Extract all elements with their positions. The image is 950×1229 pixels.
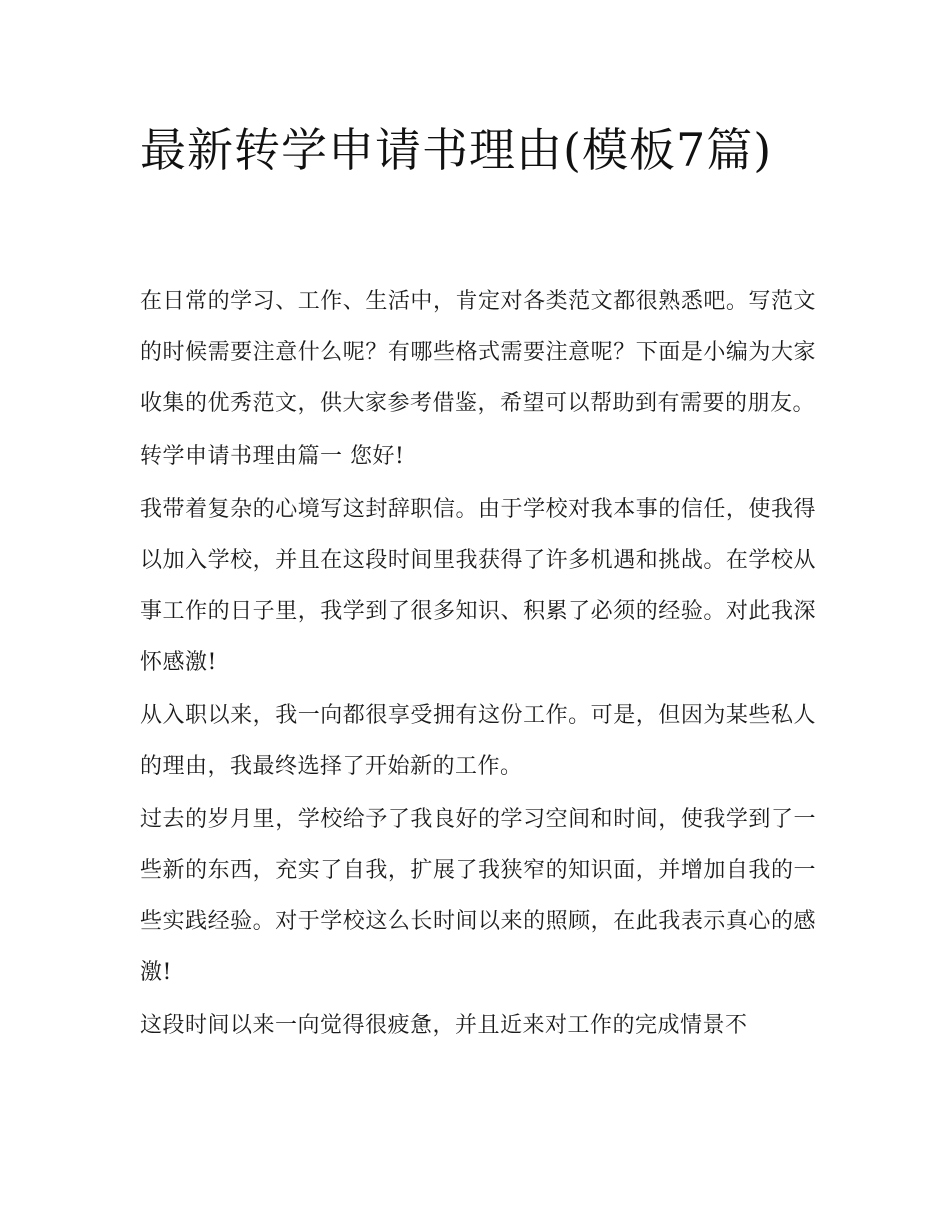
paragraph-intro: 在日常的学习、工作、生活中，肯定对各类范文都很熟悉吧。写范文的时候需要注意什么呢？有哪些格式需要注意呢？下面是小编为大家收集的优秀范文，供大家参考借鉴，希望可以帮助到有需要的朋友。 (140, 289, 816, 416)
paragraph-body: 从入职以来，我一向都很享受拥有这份工作。可是，但因为某些私人的理由，我最终选择了开始新的工作。 (140, 703, 816, 779)
paragraph-body: 我带着复杂的心境写这封辞职信。由于学校对我本事的信任，使我得以加入学校，并且在这段时间里我获得了许多机遇和挑战。在学校从事工作的日子里，我学到了很多知识、积累了必须的经验。对此我深怀感激! (140, 497, 816, 675)
paragraph-section-heading: 转学申请书理由篇一 您好! (140, 444, 405, 469)
document-title: 最新转学申请书理由(模板7篇) (140, 123, 773, 177)
paragraph-body: 这段时间以来一向觉得很疲惫，并且近来对工作的完成情景不 (140, 1013, 748, 1038)
paragraph-body: 过去的岁月里，学校给予了我良好的学习空间和时间，使我学到了一些新的东西，充实了自我，扩展了我狭窄的知识面，并增加自我的一些实践经验。对于学校这么长时间以来的照顾，在此我表示真心的感激! (140, 807, 816, 985)
document-body (140, 276, 816, 1053)
